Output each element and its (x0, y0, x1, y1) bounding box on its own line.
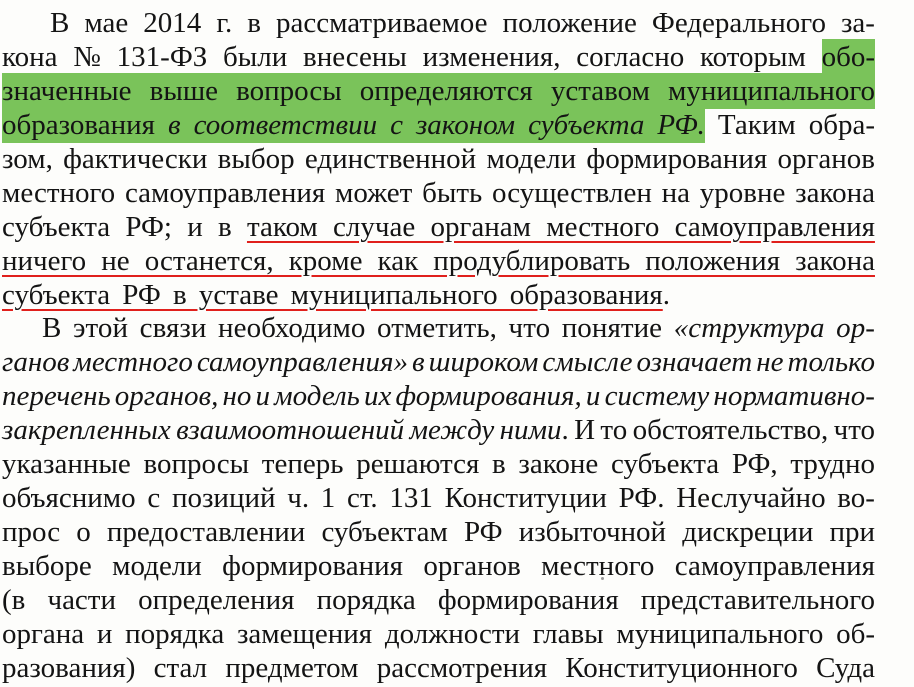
text-line (2, 413, 875, 447)
text-line (2, 447, 875, 481)
highlighted-text: значенные выше вопросы определяются уставом муниципального (2, 75, 876, 107)
underlined-text: ничего не останется, кроме как продублировать положения закона (2, 245, 875, 277)
text-line (2, 74, 875, 108)
text-segment: кона № 131-ФЗ были внесены изменения, согласно которым (2, 41, 822, 73)
text-segment: местного самоуправления может быть осуществлен на уровне закона (2, 177, 875, 209)
text-line (2, 549, 875, 583)
text-segment: объяснимо с позиций ч. 1 ст. 131 Конституции РФ. Неслучайно во- (2, 482, 875, 514)
text-line (2, 278, 670, 312)
text-line (2, 583, 875, 617)
italic-text: перечень органов, но и модель их формирования, и систему нормативно- (2, 380, 875, 412)
text-segment: зом, фактически выбор единственной модели формирования органов (2, 143, 875, 175)
underlined-text: субъекта РФ в уставе муниципального образования (2, 279, 663, 311)
text-line (2, 108, 875, 142)
highlighted-text: в соответствии с законом субъекта РФ. (167, 109, 705, 141)
highlighted-text: образования (2, 109, 168, 141)
text-line (2, 515, 875, 549)
text-line (50, 6, 875, 40)
text-segment: выборе модели формирования органов местного самоуправления (2, 550, 875, 582)
text-line (2, 142, 875, 176)
text-line (2, 40, 875, 74)
text-line (2, 244, 875, 278)
underlined-text: таком случае органам местного самоуправления (246, 211, 875, 243)
text-segment: В этой связи необходимо отметить, что понятие (0, 312, 674, 344)
italic-text: закрепленных взаимоотношений между ними (2, 414, 562, 446)
text-line (0, 311, 875, 345)
text-segment: . (662, 279, 671, 311)
italic-text: «структура ор- (673, 312, 876, 344)
text-segment: разования) стал предметом рассмотрения Конституционного Суда (2, 652, 876, 684)
text-segment: органа и порядка замещения должности главы муниципального об- (2, 618, 875, 650)
text-line (2, 617, 875, 651)
text-line (2, 651, 875, 685)
text-line (2, 210, 875, 244)
text-segment: субъекта РФ; и в (2, 211, 247, 243)
text-segment: . И то обстоятельство, что (561, 414, 876, 446)
text-segment: прос о предоставлении субъектам РФ избыточной дискреции при (2, 516, 876, 548)
text-line (2, 379, 875, 413)
text-line (2, 481, 875, 515)
text-segment: указанные вопросы теперь решаются в законе субъекта РФ, трудно (2, 448, 875, 480)
text-segment: В мае 2014 г. в рассматриваемое положение Федерального за- (50, 7, 875, 39)
text-segment: Таким обра- (704, 109, 876, 141)
highlighted-text: обо- (821, 41, 876, 73)
text-segment: (в части определения порядка формирования представительного (2, 584, 875, 616)
text-line (2, 176, 875, 210)
text-line (2, 345, 875, 379)
italic-text: ганов местного самоуправления» в широком смысле означает не только (2, 346, 876, 378)
